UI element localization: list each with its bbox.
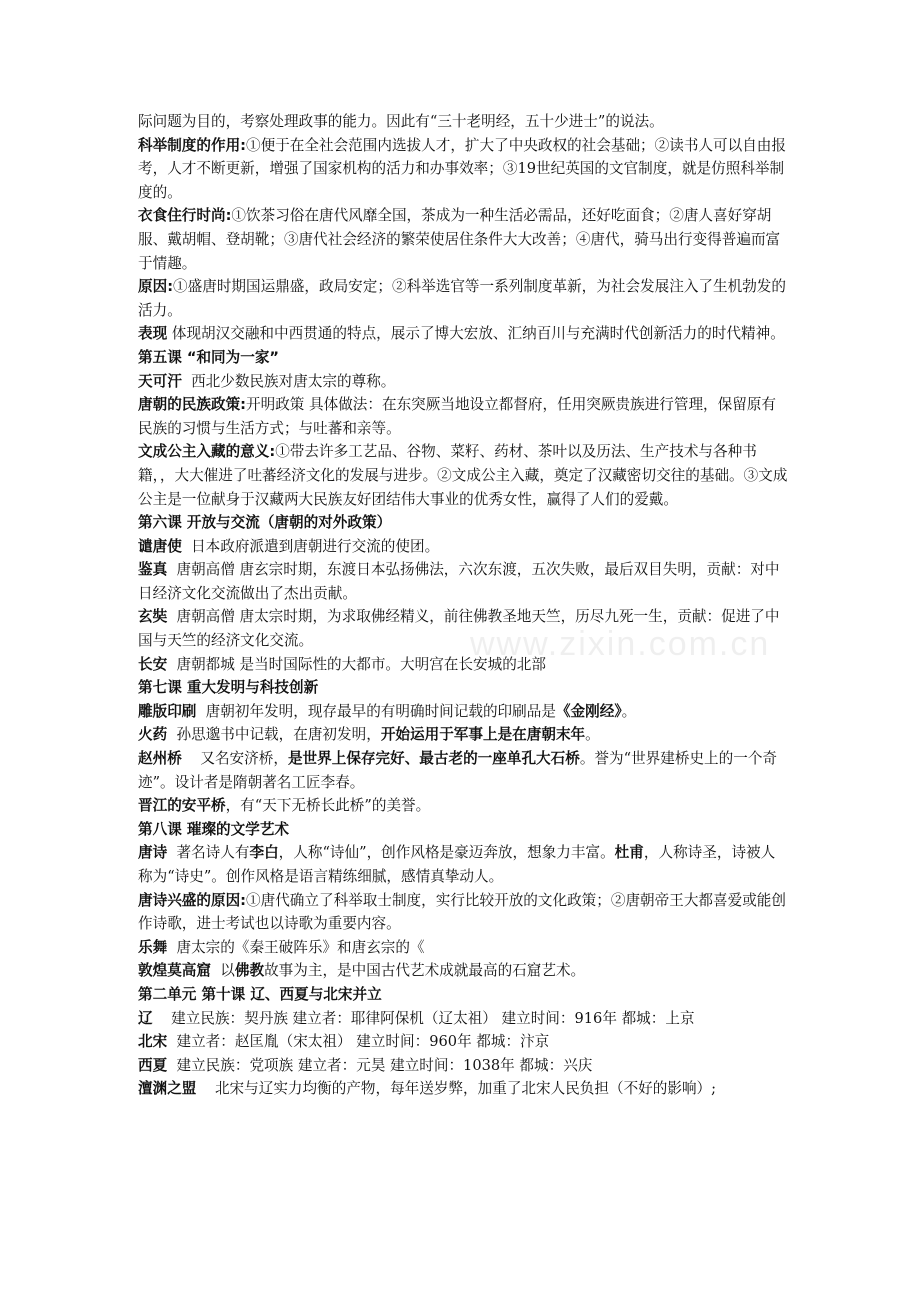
paragraph-chanyuan: 澶渊之盟 北宋与辽实力均衡的产物，每年送岁弊，加重了北宋人民负担（不好的影响）; (138, 1080, 717, 1098)
term-label: 天可汗 (138, 372, 182, 390)
heading-lesson-8: 第八课 璀璨的文学艺术 (138, 820, 290, 838)
paragraph-diaoban: 雕版印刷 唐朝初年发明，现存最早的有明确时间记载的印刷品是《金刚经》。 (138, 702, 637, 720)
term-label: 敦煌莫高窟 (138, 962, 211, 980)
term-label: 玄奘 (138, 608, 168, 626)
heading-lesson-6: 第六课 开放与交流（唐朝的对外政策） (138, 514, 392, 532)
paragraph-xuanzang: 玄奘 唐朝高僧 唐太宗时期，为求取佛经精义，前往佛教圣地天竺，历尽九死一生，贡献：促进了中国与天竺的经济文化交流。 (138, 608, 780, 650)
document-body (138, 110, 788, 1101)
paragraph-tiankehan: 天可汗 西北少数民族对唐太宗的尊称。 (138, 372, 396, 390)
paragraph-changan: 长安 唐朝都城 是当时国际性的大都市。大明宫在长安城的北部 (138, 655, 546, 673)
term-label: 乐舞 (138, 938, 168, 956)
term-label: 火药 (138, 726, 168, 744)
term-label: 澶渊之盟 (138, 1080, 197, 1098)
watermark: www.zixin.com.cn (470, 625, 771, 663)
paragraph-dunhuang: 敦煌莫高窟 以佛教故事为主，是中国古代艺术成就最高的石窟艺术。 (138, 962, 586, 980)
term-label: 西夏 (138, 1056, 168, 1074)
term-label: 雕版印刷 (138, 702, 197, 720)
term-label: 辽 (138, 1009, 153, 1027)
paragraph-qiantangshi: 谴唐使 日本政府派遣到唐朝进行交流的使团。 (138, 537, 440, 555)
paragraph-biaoxian: 表现 体现胡汉交融和中西贯通的特点，展示了博大宏放、汇纳百川与充满时代创新活力的时代精神。 (138, 325, 785, 343)
paragraph-wencheng: 文成公主入藏的意义:①带去许多工艺品、谷物、菜籽、药材、茶叶以及历法、生产技术与各种书籍，，大大催进了吐蕃经济文化的发展与进步。②文成公主入藏，奠定了汉藏密切交往的基础。③文成公主是一位献身于汉藏两大民族友好团结伟大事业的优秀女性，赢得了人们的爱戴。 (138, 443, 788, 508)
paragraph-yuewu: 乐舞 唐太宗的《秦王破阵乐》和唐玄宗的《 (138, 938, 425, 956)
paragraph-tangshi: 唐诗 著名诗人有李白，人称“诗仙”，创作风格是豪迈奔放，想象力丰富。杜甫，人称诗圣，诗被人称为“诗史”。创作风格是语言精练细腻，感情真挚动人。 (138, 844, 776, 885)
paragraph-xixia: 西夏 建立民族：党项族 建立者：元昊 建立时间：1038年 都城：兴庆 (138, 1056, 593, 1074)
paragraph-jianzhen: 鉴真 唐朝高僧 唐玄宗时期，东渡日本弘扬佛法，六次东渡，五次失败，最后双目失明，贡献：对中日经济文化交流做出了杰出贡献。 (138, 561, 780, 602)
term-label: 衣食住行时尚: (138, 207, 232, 225)
paragraph-liao: 辽 建立民族：契丹族 建立者：耶律阿保机（辽太祖） 建立时间：916年 都城：上京 (138, 1009, 695, 1027)
paragraph-anpingqiao: 晋江的安平桥，有“天下无桥长此桥”的美誉。 (138, 797, 431, 815)
term-label: 谴唐使 (138, 537, 182, 555)
paragraph-minzu: 唐朝的民族政策:开明政策 具体做法：在东突厥当地设立都督府，任用突厥贵族进行管理，保留原有民族的习惯与生活方式；与吐蕃和亲等。 (138, 396, 777, 437)
paragraph-keju: 科举制度的作用:①便于在全社会范围内选拔人才，扩大了中央政权的社会基础；②读书人可以自由报考，人才不断更新，增强了国家机构的活力和办事效率；③19世纪英国的文官制度，就是仿照科举制度的。 (138, 136, 786, 201)
term-label: 文成公主入藏的意义: (138, 443, 276, 461)
term-label: 晋江的安平桥 (138, 797, 226, 815)
term-label: 唐诗 (138, 844, 168, 862)
term-label: 唐朝的民族政策: (138, 396, 246, 414)
paragraph-tangshi-reason: 唐诗兴盛的原因:①唐代确立了科举取士制度，实行比较开放的文化政策；②唐朝帝王大都喜爱或能创作诗歌，进士考试也以诗歌为重要内容。 (138, 891, 786, 933)
term-label: 鉴真 (138, 561, 168, 579)
heading-lesson-7: 第七课 重大发明与科技创新 (138, 679, 319, 697)
heading-lesson-5: 第五课 “和同为一家” (138, 348, 280, 366)
term-label: 唐诗兴盛的原因: (138, 891, 246, 909)
heading-unit-2-lesson-10: 第二单元 第十课 辽、西夏与北宋并立 (138, 985, 382, 1003)
paragraph-yishi: 衣食住行时尚:①饮茶习俗在唐代风靡全国，茶成为一种生活必需品，还好吃面食；②唐人喜好穿胡服、戴胡帽、登胡靴；③唐代社会经济的繁荣使居住条件大大改善；④唐代，骑马出行变得普遍而富于情趣。 (138, 207, 781, 272)
term-label: 长安 (138, 655, 168, 673)
term-label: 赵州桥 (138, 750, 182, 768)
term-label: 科举制度的作用: (138, 136, 246, 154)
term-label: 表现 (138, 325, 168, 343)
paragraph-intro: 际问题为目的，考察处理政事的能力。因此有“三十老明经，五十少进士”的说法。 (138, 113, 664, 130)
paragraph-yuanyin: 原因:①盛唐时期国运鼎盛，政局安定；②科举选官等一系列制度革新，为社会发展注入了生机勃发的活力。 (138, 278, 786, 319)
paragraph-zhaozhouqiao: 赵州桥 又名安济桥，是世界上保存完好、最古老的一座单孔大石桥。誉为“世界建桥史上的一个奇迹”。设计者是隋朝著名工匠李春。 (138, 750, 778, 791)
term-label: 原因: (138, 278, 174, 296)
paragraph-huoyao: 火药 孙思邈书中记载，在唐初发明，开始运用于军事上是在唐朝末年。 (138, 726, 600, 744)
term-label: 北宋 (138, 1033, 168, 1051)
paragraph-beisong: 北宋 建立者：赵匡胤（宋太祖） 建立时间：960年 都城：汴京 (138, 1033, 550, 1051)
